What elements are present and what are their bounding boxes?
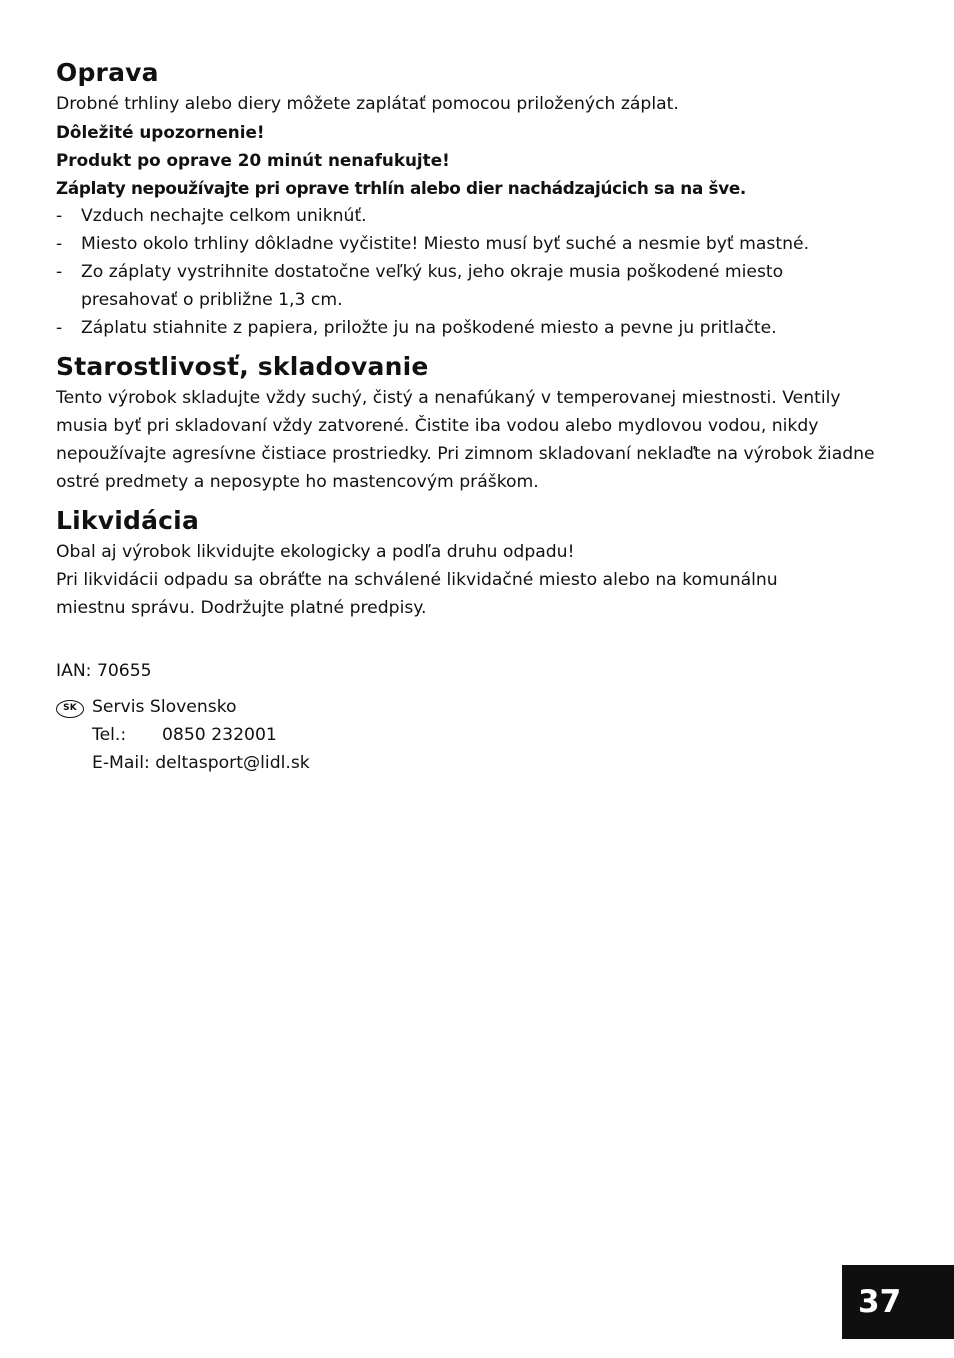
warning-inflate: Produkt po oprave 20 minút nenafukujte! [56, 150, 450, 170]
dash-bullet: - [56, 318, 63, 338]
warning-important: Dôležité upozornenie! [56, 122, 265, 142]
care-heading: Starostlivosť, skladovanie [56, 352, 429, 381]
service-name: Servis Slovensko [92, 697, 237, 717]
page-number: 37 [842, 1265, 954, 1339]
step-text: Miesto okolo trhliny dôkladne vyčistite! Miesto musí byť suché a nesmie byť mastné. [81, 234, 810, 254]
list-item [56, 314, 886, 342]
dash-bullet: - [56, 262, 63, 282]
step-text: Záplatu stiahnite z papiera, priložte ju na poškodené miesto a pevne ju pritlačte. [81, 318, 777, 338]
disposal-line-1: Obal aj výrobok likvidujte ekologicky a podľa druhu odpadu! [56, 542, 575, 562]
list-item [56, 230, 886, 258]
service-phone-row [56, 721, 886, 749]
section-care [56, 350, 886, 496]
warning-seam: Záplaty nepoužívajte pri oprave trhlín alebo dier nachádzajúcich sa na šve. [56, 178, 746, 198]
ian-number: IAN: 70655 [56, 661, 152, 681]
step-text: Vzduch nechajte celkom uniknúť. [81, 206, 367, 226]
dash-bullet: - [56, 234, 63, 254]
service-block [56, 693, 886, 777]
list-item [56, 258, 886, 314]
section-repair [56, 56, 886, 342]
repair-heading: Oprava [56, 58, 159, 87]
repair-steps-list [56, 202, 886, 342]
repair-intro: Drobné trhliny alebo diery môžete zaplátať pomocou priložených záplat. [56, 94, 679, 114]
section-disposal [56, 504, 886, 622]
disposal-heading: Likvidácia [56, 506, 200, 535]
disposal-line-2: Pri likvidácii odpadu sa obráťte na schválené likvidačné miesto alebo na komunálnu miestnu správu. Dodržujte platné predpisy. [56, 570, 778, 618]
care-text: Tento výrobok skladujte vždy suchý, čistý a nenafúkaný v temperovanej miestnosti. Ventily musia byť pri skladovaní vždy zatvorené. Čistite iba vodou alebo mydlovou vodou, nikdy nepoužívajte agresívne čistiace prostriedky. Pri zimnom skladovaní neklaďte na výrobok žiadne ostré predmety a neposypte ho mastencovým práškom. [56, 388, 875, 492]
step-text: Zo záplaty vystrihnite dostatočne veľký kus, jeho okraje musia poškodené miesto presahovať o približne 1,3 cm. [81, 262, 784, 310]
phone-label: Tel.: [92, 725, 127, 745]
page-content [56, 56, 886, 777]
phone-number: 0850 232001 [162, 725, 277, 745]
list-item [56, 202, 886, 230]
service-email-row [56, 749, 886, 777]
email-label: E-Mail: [92, 753, 150, 773]
email-address: deltasport@lidl.sk [155, 753, 310, 773]
sk-country-icon: SK [56, 700, 84, 718]
dash-bullet: - [56, 206, 63, 226]
service-name-row [56, 693, 886, 721]
